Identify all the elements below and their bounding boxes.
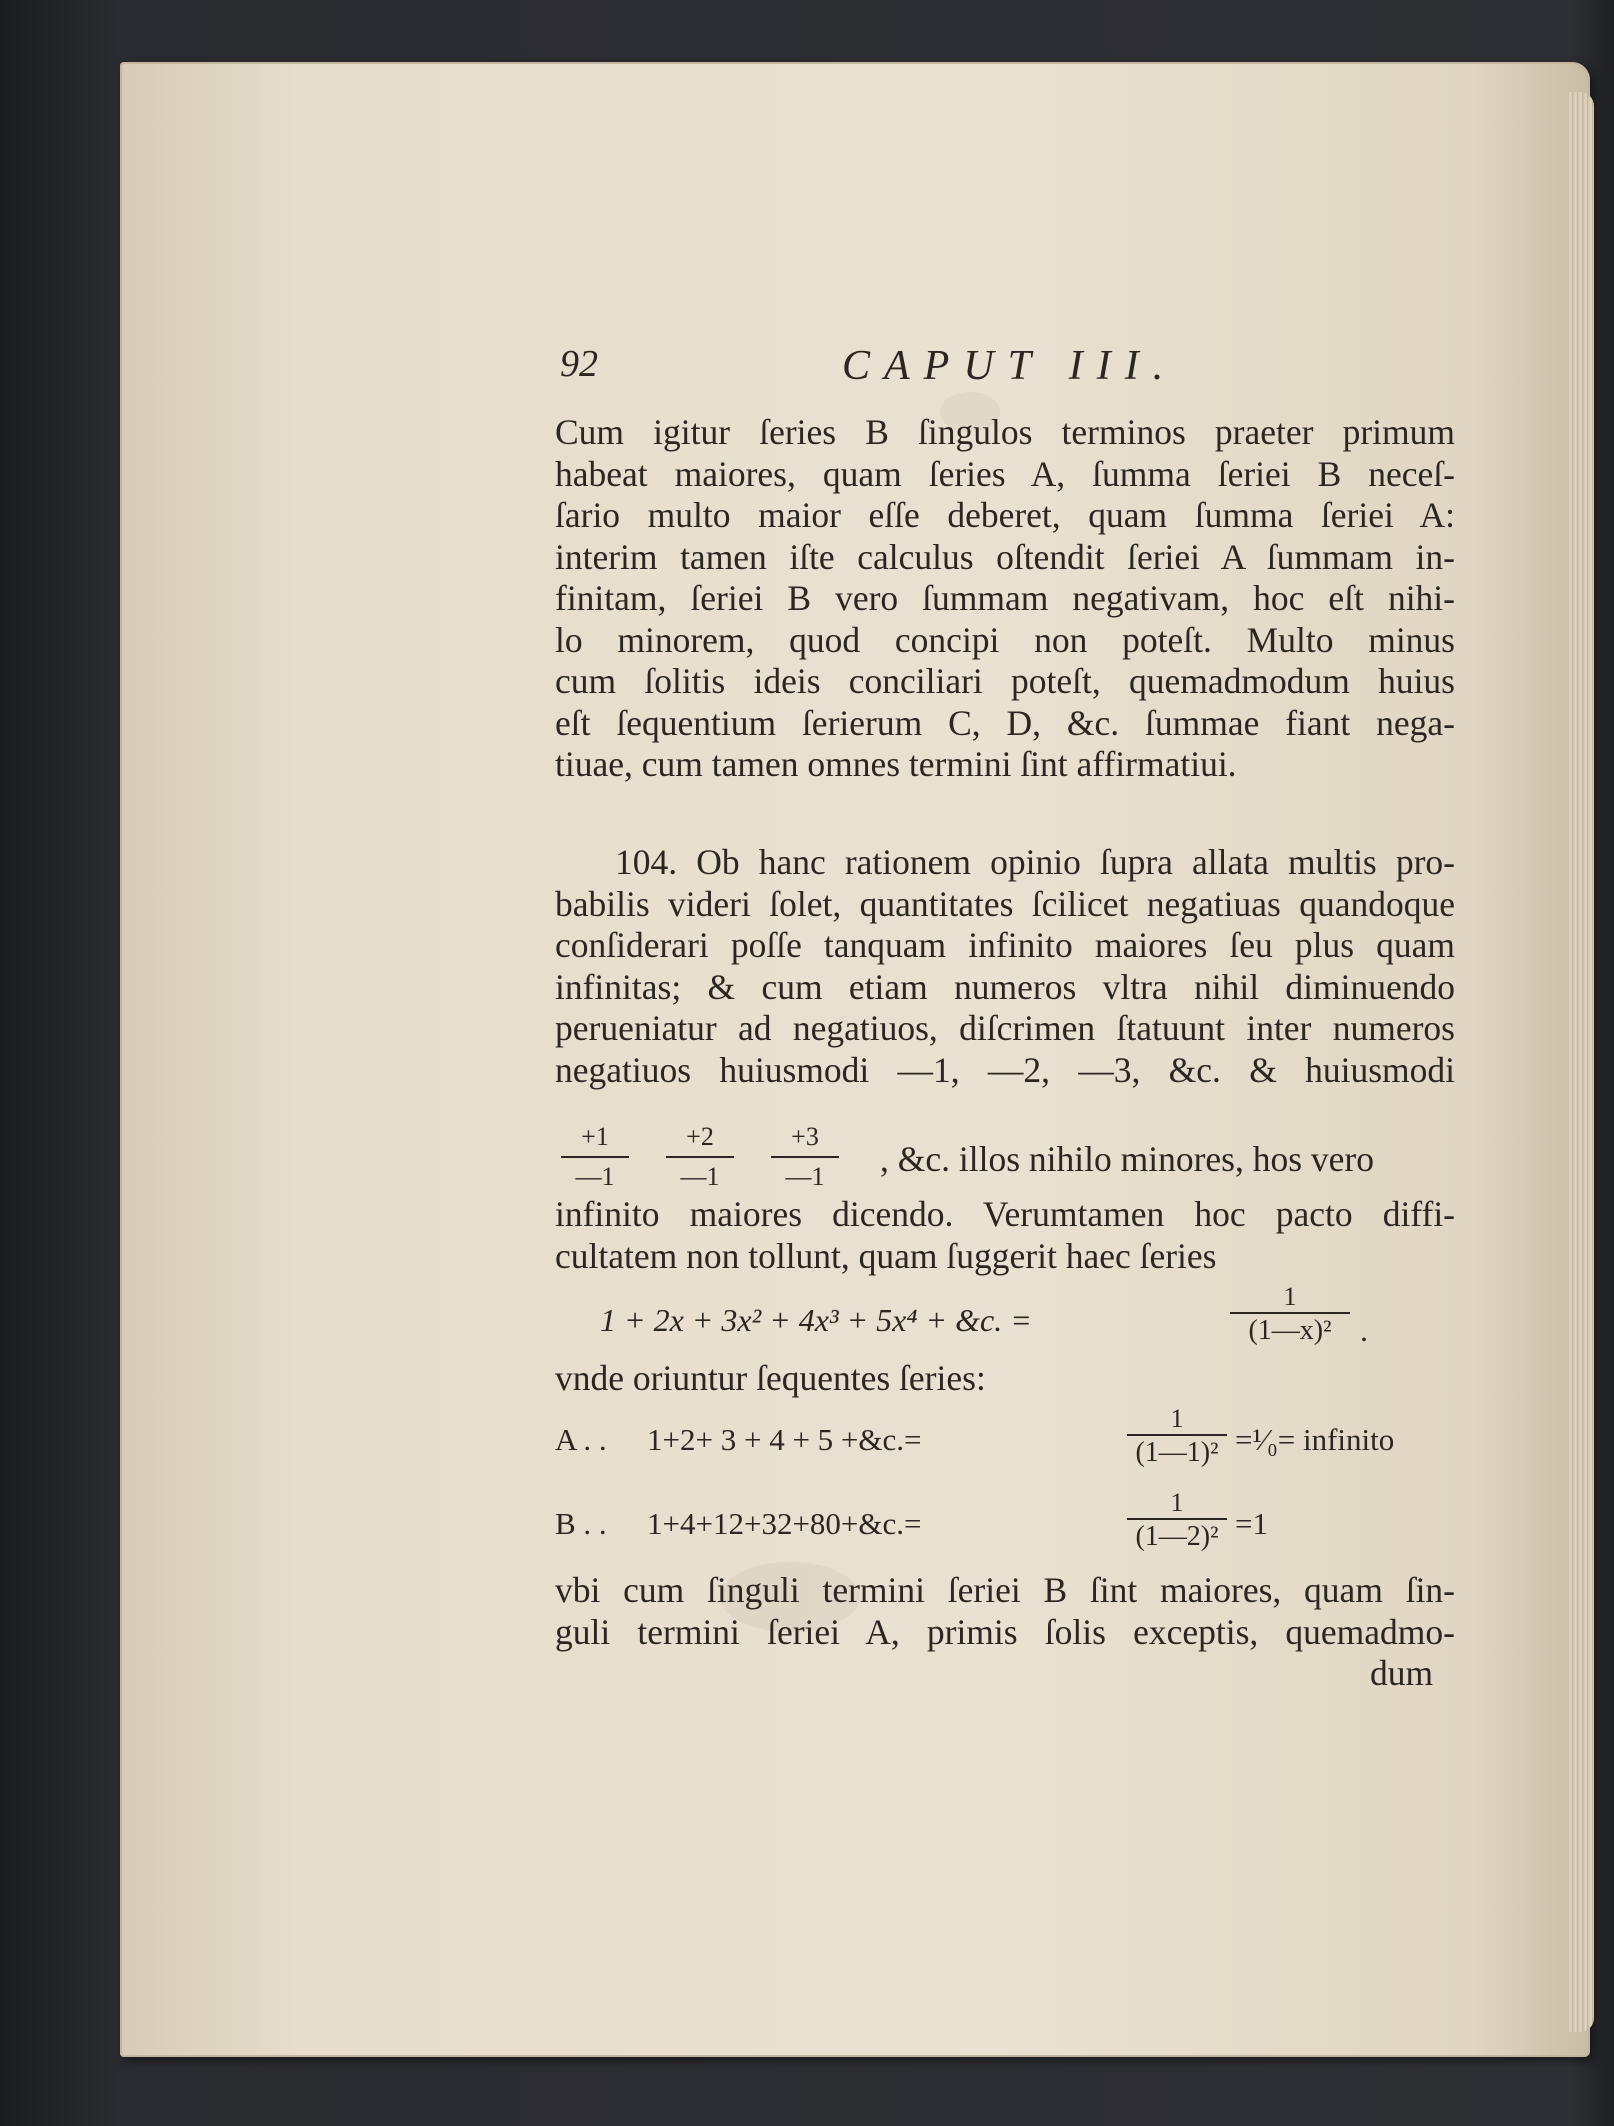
fraction-denominator: —1 — [575, 1162, 615, 1191]
running-head: CAPUT III. — [842, 343, 1178, 389]
text-line: vbi cum ſinguli termini ſeriei B ſint maiores, quam ſin- — [555, 1570, 1455, 1610]
text-line: infinitas; & cum etiam numeros vltra nihil diminuendo — [555, 966, 1455, 1007]
text-line: conſiderari poſſe tanquam infinito maiores ſeu plus quam — [555, 925, 1455, 965]
text-line: cultatem non tollunt, quam ſuggerit haec ſeries — [555, 1235, 1217, 1276]
fraction-bar — [666, 1156, 734, 1158]
fraction-numerator: 1 — [1283, 1282, 1297, 1311]
series-label: A . . — [555, 1422, 607, 1457]
text-line: habeat maiores, quam ſeries A, ſumma ſeriei B neceſ- — [555, 453, 1455, 494]
text-line: vnde oriuntur ſequentes ſeries: — [555, 1358, 986, 1398]
text-line: negatiuos huiusmodi —1, —2, —3, &c. & huiusmodi — [555, 1049, 1455, 1090]
paragraph-4 — [555, 1358, 1455, 1400]
fraction-denominator: (1—2)² — [1135, 1521, 1219, 1552]
series-a — [555, 1404, 1455, 1480]
text-line: cum ſolitis ideis conciliari poteſt, quemadmodum huius — [555, 661, 1455, 701]
page-header — [560, 342, 1460, 392]
text-line: tiuae, cum tamen omnes termini ſint affirmatiui. — [555, 744, 1237, 784]
series-result: =1 — [1235, 1506, 1268, 1541]
text-line: babilis videri ſolet, quantitates ſcilicet negatiuas quandoque — [555, 883, 1455, 924]
series-terms: 1+4+12+32+80+&c.= — [647, 1506, 922, 1541]
fraction-denominator: —1 — [785, 1162, 825, 1191]
fraction-row-text: , &c. illos nihilo minores, hos vero — [880, 1139, 1375, 1179]
fraction-numerator: +2 — [686, 1122, 714, 1151]
fraction-bar — [771, 1156, 839, 1158]
fraction — [555, 1122, 635, 1202]
fraction-numerator: 1 — [1170, 1404, 1184, 1433]
text-line: guli termini ſeriei A, primis ſolis exceptis, quemadmo- — [555, 1611, 1455, 1652]
fraction-numerator: +1 — [581, 1122, 609, 1151]
text-line: lo minorem, quod concipi non poteſt. Multo minus — [555, 619, 1455, 660]
paragraph-3 — [555, 1194, 1455, 1277]
page-number: 92 — [560, 343, 598, 385]
text-line: finitam, ſeriei B vero ſummam negativam, hoc eſt nihi- — [555, 578, 1455, 618]
catchword: dum — [1370, 1653, 1434, 1693]
series-result: =¹⁄₀= infinito — [1235, 1422, 1395, 1457]
page-edge — [1568, 92, 1594, 2032]
fraction-bar — [561, 1156, 629, 1158]
series-fraction — [1127, 1488, 1227, 1554]
text-line: infinito maiores dicendo. Verumtamen hoc pacto diffi- — [555, 1194, 1455, 1234]
paragraph-2 — [555, 842, 1455, 1091]
series-fraction — [1127, 1404, 1227, 1470]
fraction-row — [555, 1122, 1455, 1202]
fraction-numerator: +3 — [791, 1122, 819, 1151]
fraction — [765, 1122, 845, 1202]
text-line: interim tamen iſte calculus oſtendit ſeriei A ſummam in- — [555, 536, 1455, 577]
text-line: eſt ſequentium ſerierum C, D, &c. ſummae fiant nega- — [555, 702, 1455, 743]
fraction-numerator: 1 — [1170, 1488, 1184, 1517]
series-label: B . . — [555, 1506, 607, 1541]
series-terms: 1+2+ 3 + 4 + 5 +&c.= — [647, 1422, 922, 1457]
paragraph-1 — [555, 412, 1455, 786]
text-line: ſario multo maior eſſe deberet, quam ſumma ſeriei A: — [555, 495, 1455, 535]
fraction-denominator: (1—1)² — [1135, 1437, 1219, 1468]
fraction-denominator: —1 — [680, 1162, 720, 1191]
equation-fraction — [1230, 1282, 1350, 1348]
fraction-denominator: (1—x)² — [1248, 1315, 1332, 1346]
equation-lhs: 1 + 2x + 3x² + 4x³ + 5x⁴ + &c. = — [600, 1302, 1032, 1338]
fraction — [660, 1122, 740, 1202]
series-b — [555, 1488, 1455, 1564]
equation-end: . — [1360, 1312, 1368, 1348]
paragraph-5 — [555, 1570, 1455, 1653]
text-line: perueniatur ad negatiuos, diſcrimen ſtatuunt inter numeros — [555, 1008, 1455, 1048]
text-line: Cum igitur ſeries B ſingulos terminos praeter primum — [555, 412, 1455, 452]
text-line: 104. Ob hanc rationem opinio ſupra allata multis pro- — [615, 842, 1455, 882]
